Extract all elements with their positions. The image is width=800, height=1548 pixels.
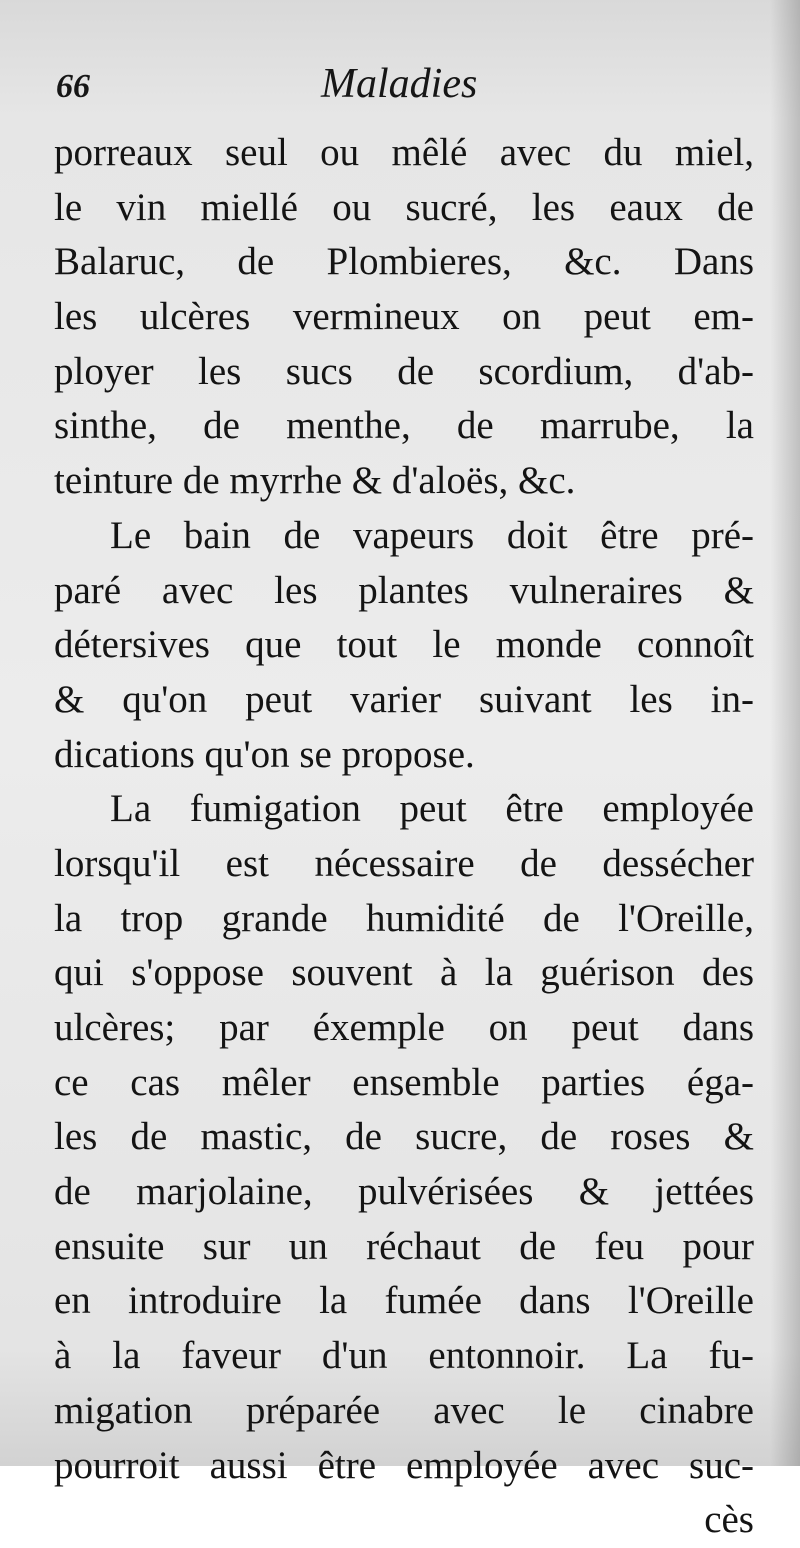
paragraph-start-line: Le bain de vapeurs doit être pré- [110,513,754,557]
text-line: ulcères; par éxemple on peut dans [54,1006,754,1049]
body-text [54,126,754,1548]
text-line: dications qu'on se propose. [54,732,475,776]
text-line: le vin miellé ou sucré, les eaux de [54,185,754,229]
text-line: porreaux seul ou mêlé avec du miel, [54,131,754,174]
text-line: Balaruc, de Plombieres, &c. Dans [54,240,754,284]
text-line: les ulcères vermineux on peut em- [54,295,754,339]
text-line: & qu'on peut varier suivant les in- [54,677,754,721]
text-line: ployer les sucs de scordium, d'ab- [54,349,754,393]
text-line: de marjolaine, pulvérisées & jettées [54,1170,754,1214]
page-header [56,60,744,130]
text-line: en introduire la fumée dans l'Oreille [54,1279,754,1323]
text-line: les de mastic, de sucre, de roses & [54,1115,754,1159]
text-line: pourroit aussi être employée avec suc- [54,1443,754,1487]
text-line: paré avec les plantes vulneraires & [54,568,754,612]
text-line: teinture de myrrhe & d'aloës, &c. [54,459,576,503]
text-line: à la faveur d'un entonnoir. La fu- [54,1334,754,1378]
text-line: détersives que tout le monde connoît [54,623,754,667]
text-line: sinthe, de menthe, de marrube, la [54,404,754,448]
text-line: la trop grande humidité de l'Oreille, [54,896,754,940]
text-line: ensuite sur un réchaut de feu pour [54,1224,754,1268]
text-line: lorsqu'il est nécessaire de dessécher [54,841,754,885]
text-line: qui s'oppose souvent à la guérison des [54,951,754,995]
page-number: 66 [56,68,90,105]
catchword: cès [704,1498,754,1542]
text-line: ce cas mêler ensemble parties éga- [54,1060,754,1104]
running-title: Maladies [321,61,478,107]
text-line: migation préparée avec le cinabre [54,1388,754,1432]
paragraph-start-line: La fumigation peut être employée [110,787,754,831]
